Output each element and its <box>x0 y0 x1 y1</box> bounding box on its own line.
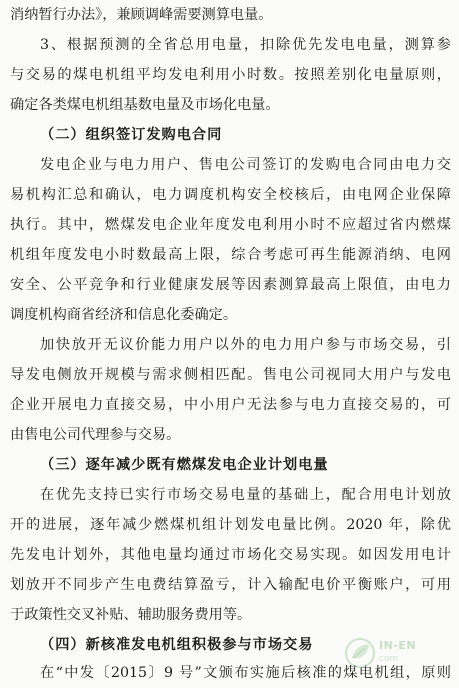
text-line: 执行。其中，燃煤发电企业年度发电利用小时不应超过省内燃煤 <box>10 217 451 233</box>
text-line: 3、根据预测的全省总用电量，扣除优先发电电量，测算参 <box>40 37 451 53</box>
text-line: 先发电计划外，其他电量均通过市场化交易实现。如因发用电计 <box>10 547 451 563</box>
watermark-text: IN-EN <box>379 639 417 652</box>
text-line: 划放开不同步产生电费结算盈亏，计入输配电价平衡账户，可用 <box>10 577 451 593</box>
text-line: 安全、公平竞争和行业健康发展等因素测算最高上限值，由电力 <box>10 277 451 293</box>
watermark-subtext: com <box>379 654 399 664</box>
text-line: 在“中发〔2015〕9 号”文颁布实施后核准的煤电机组，原则 <box>40 665 451 681</box>
section-heading: （四）新核准发电机组积极参与市场交易 <box>40 637 314 653</box>
leaf-logo-icon <box>343 636 377 670</box>
text-line: 由售电公司代理参与交易。 <box>10 427 181 443</box>
text-line: 企业开展电力直接交易，中小用户无法参与电力直接交易的，可 <box>10 397 451 413</box>
section-heading: （三）逐年减少既有燃煤发电企业计划电量 <box>40 457 329 473</box>
watermark <box>343 636 453 680</box>
text-line: 与交易的煤电机组平均发电利用小时数。按照差别化电量原则， <box>10 67 451 83</box>
text-line: 调度机构商省经济和信息化委确定。 <box>10 307 238 323</box>
text-line: 导发电侧放开规模与需求侧相匹配。售电公司视同大用户与发电 <box>10 367 451 383</box>
text-line: 易机构汇总和确认，电力调度机构安全校核后，由电网企业保障 <box>10 187 451 203</box>
text-line: 发电企业与电力用户、售电公司签订的发购电合同由电力交 <box>40 157 451 173</box>
text-line: 确定各类煤电机组基数电量及市场化电量。 <box>10 97 280 113</box>
text-line: 开的进展，逐年减少燃煤机组计划发电量比例。2020 年，除优 <box>10 517 451 533</box>
section-heading: （二）组织签订发购电合同 <box>40 127 223 143</box>
text-line: 消纳暂行办法》，兼顾调峰需要测算电量。 <box>10 7 273 23</box>
text-line: 加快放开无议价能力用户以外的电力用户参与市场交易，引 <box>40 337 451 353</box>
text-line: 机组年度发电小时数最高上限，综合考虑可再生能源消纳、电网 <box>10 247 451 263</box>
text-line: 在优先支持已实行市场交易电量的基础上，配合用电计划放 <box>40 487 451 503</box>
text-line: 于政策性交叉补贴、辅助服务费用等。 <box>10 607 252 623</box>
